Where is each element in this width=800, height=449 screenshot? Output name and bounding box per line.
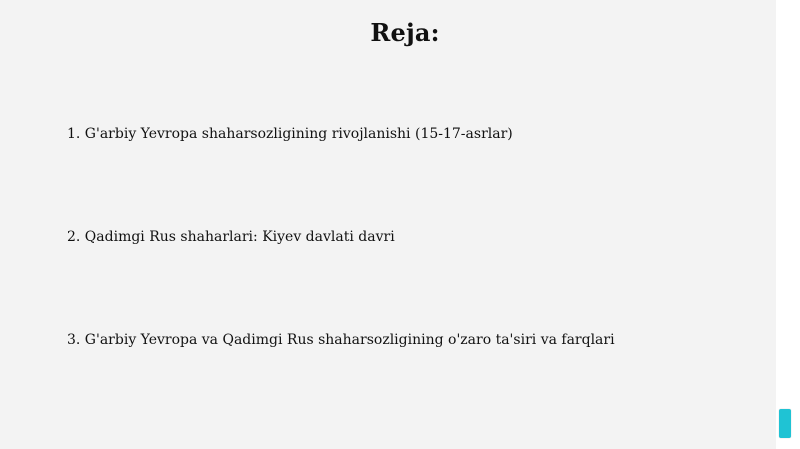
plan-item-1: 1. G'arbiy Yevropa shaharsozligining rivojlanishi (15-17-asrlar) (67, 126, 513, 142)
plan-item-2: 2. Qadimgi Rus shaharlari: Kiyev davlati davri (67, 229, 395, 245)
plan-item-3: 3. G'arbiy Yevropa va Qadimgi Rus shaharsozligining o'zaro ta'siri va farqlari (67, 332, 615, 348)
slide-title: Reja: (370, 18, 440, 47)
scrollbar-track[interactable] (776, 0, 800, 449)
scrollbar-thumb[interactable] (779, 409, 791, 438)
